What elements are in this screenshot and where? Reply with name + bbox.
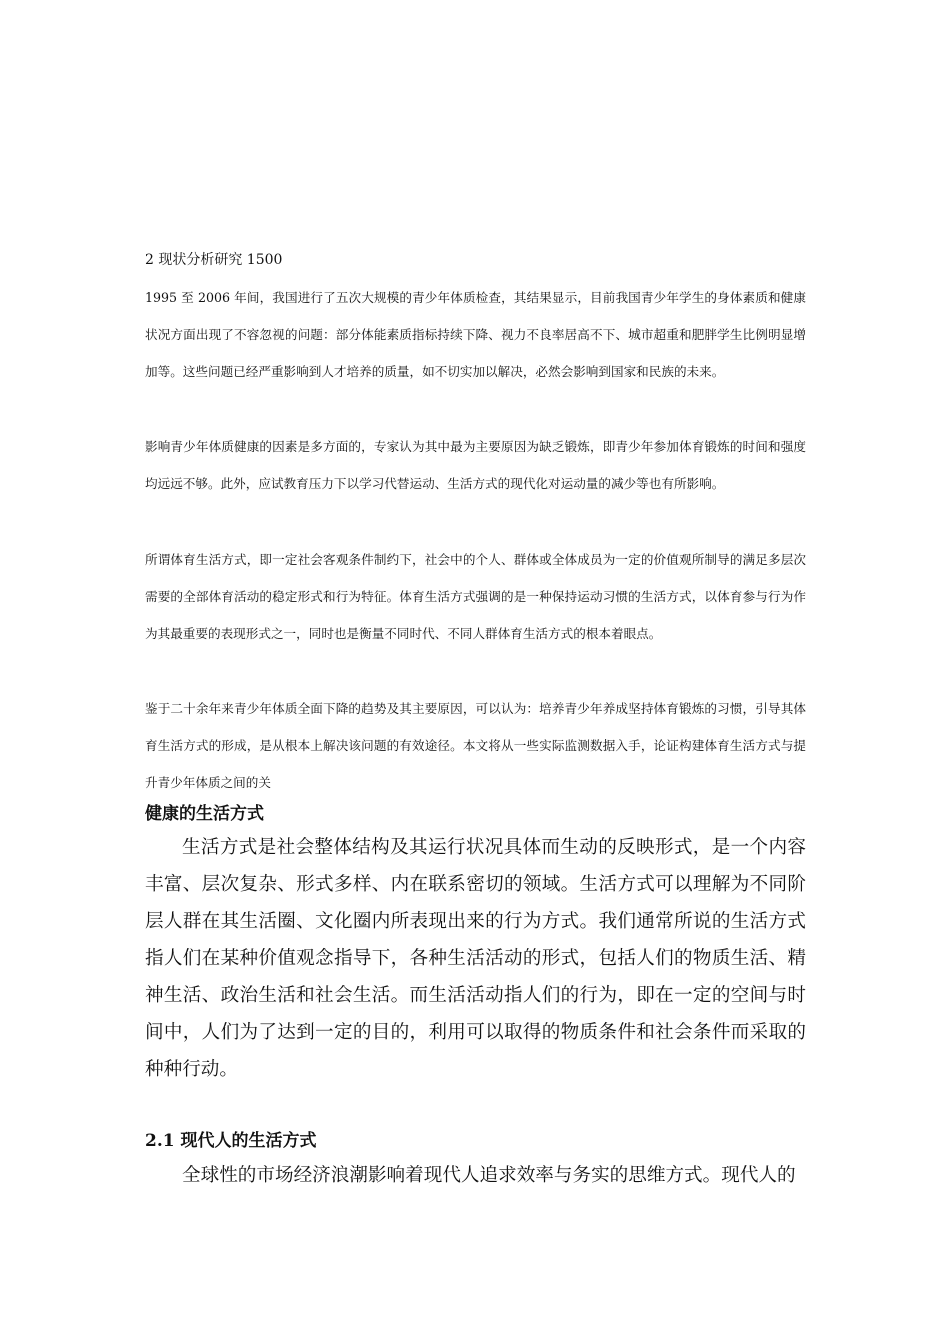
healthy-lifestyle-paragraph: 生活方式是社会整体结构及其运行状况具体而生动的反映形式，是一个内容丰富、层次复杂、形式多样、内在联系密切的领域。生活方式可以理解为不同阶层人群在其生活圈、文化圈内所表现出来的行为方式。我们通常所说的生活方式指人们在某种价值观念指导下，各种生活活动的形式，包括人们的物质生活、精神生活、政治生活和社会生活。而生活活动指人们的行为，即在一定的空间与时间中，人们为了达到一定的目的，利用可以取得的物质条件和社会条件而采取的种种行动。 [145,837,806,1080]
modern-lifestyle-paragraph: 全球性的市场经济浪潮影响着现代人追求效率与务实的思维方式。现代人的 [182,1165,796,1186]
paragraph-physical-survey: 1995 至 2006 年间，我国进行了五次大规模的青少年体质检查，其结果显示，目前我国青少年学生的身体素质和健康状况方面出现了不容忽视的问题：部分体能素质指标持续下降、视力不良率居高不下、城市超重和肥胖学生比例明显增加等。这些问题已经严重影响到人才培养的质量，如不切实加以解决，必然会影响到国家和民族的未来。 [145,290,806,379]
healthy-lifestyle-heading: 健康的生活方式 [145,804,264,824]
paragraph-influencing-factors: 影响青少年体质健康的因素是多方面的，专家认为其中最为主要原因为缺乏锻炼，即青少年参加体育锻炼的时间和强度均远远不够。此外，应试教育压力下以学习代替运动、生活方式的现代化对运动量的减少等也有所影响。 [145,439,806,491]
modern-lifestyle-heading: 2.1 现代人的生活方式 [145,1131,317,1151]
section-title: 2 现状分析研究 1500 [145,252,283,268]
paragraph-conclusion: 鉴于二十余年来青少年体质全面下降的趋势及其主要原因，可以认为：培养青少年养成坚持体育锻炼的习惯，引导其体育生活方式的形成，是从根本上解决该问题的有效途径。本文将从一些实际监测数据入手，论证构建体育生活方式与提升青少年体质之间的关 [145,701,806,790]
paragraph-sports-lifestyle-definition: 所谓体育生活方式，即一定社会客观条件制约下，社会中的个人、群体或全体成员为一定的价值观所制导的满足多层次需要的全部体育活动的稳定形式和行为特征。体育生活方式强调的是一种保持运动习惯的生活方式，以体育参与行为作为其最重要的表现形式之一，同时也是衡量不同时代、不同人群体育生活方式的根本着眼点。 [145,552,806,641]
